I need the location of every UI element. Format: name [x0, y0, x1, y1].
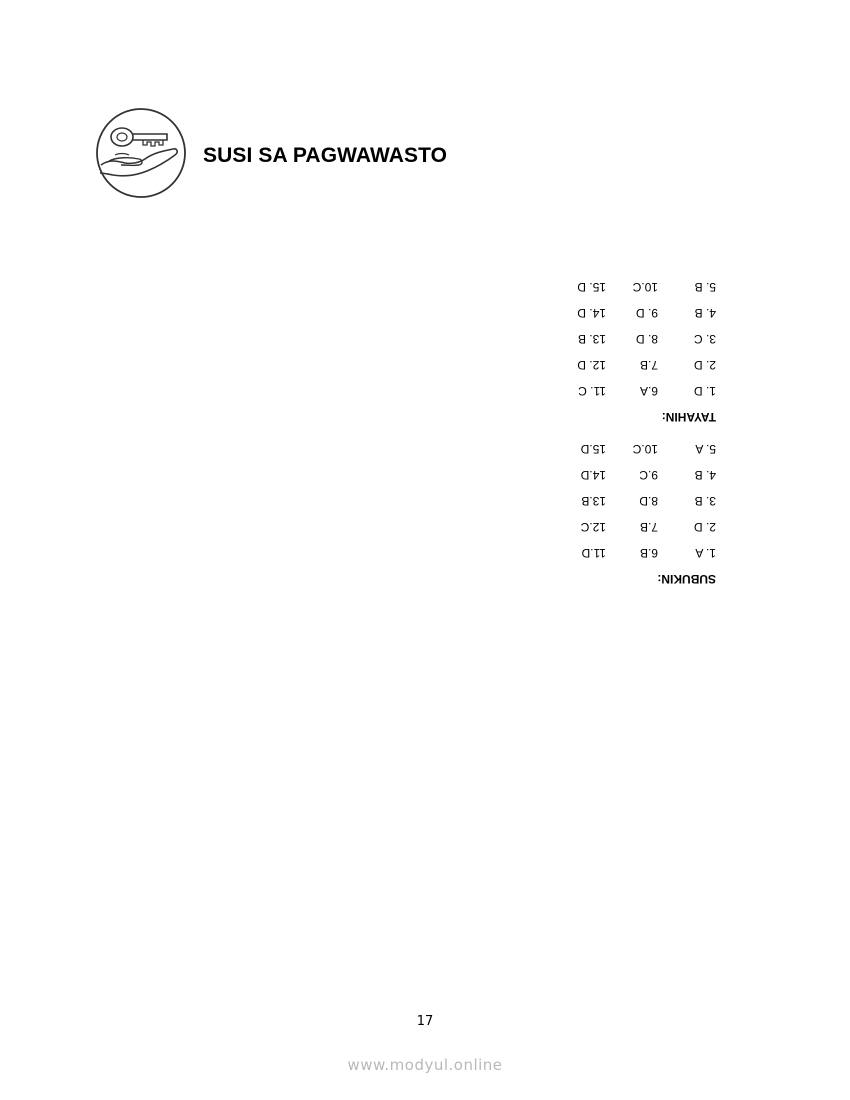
answer-cell: 5. B: [694, 280, 716, 294]
answer-cell: 7.B: [639, 358, 658, 372]
answer-cell: 8. D: [635, 332, 658, 346]
section-title: TAYAHIN:: [661, 410, 716, 424]
answer-cell: 9.C: [639, 468, 658, 482]
answer-row: [570, 436, 730, 462]
answer-cell: 3. C: [693, 332, 716, 346]
answer-cell: 1. D: [693, 384, 716, 398]
answer-cell: 11.D: [581, 546, 606, 560]
answer-section-subukin: [570, 436, 730, 592]
answer-row: [570, 462, 730, 488]
answer-row: [570, 326, 730, 352]
answer-cell: 12.C: [580, 520, 606, 534]
answer-cell: 6.A: [639, 384, 658, 398]
watermark: www.modyul.online: [347, 1056, 503, 1074]
answer-row: [570, 352, 730, 378]
section-title: SUBUKIN:: [657, 572, 716, 586]
answer-cell: 10.C: [632, 280, 658, 294]
answer-cell: 4. B: [694, 468, 716, 482]
answer-cell: 3. B: [694, 494, 716, 508]
answer-cell: 14. D: [577, 306, 606, 320]
answer-row: [570, 514, 730, 540]
page-title: SUSI SA PAGWAWASTO: [203, 144, 448, 167]
answer-cell: 13.B: [581, 494, 606, 508]
answer-cell: 5. A: [695, 442, 716, 456]
answer-cell: 8.D: [639, 494, 658, 508]
answer-cell: 6.B: [639, 546, 658, 560]
answer-cell: 2. D: [693, 520, 716, 534]
page-number: 17: [416, 1014, 434, 1029]
answer-cell: 10.C: [632, 442, 658, 456]
answer-section-tayahin: [570, 274, 730, 430]
answer-cell: 13. B: [577, 332, 606, 346]
answer-key: [570, 272, 730, 592]
key-in-hand-icon: [95, 107, 187, 199]
answer-row: [570, 540, 730, 566]
answer-row: [570, 300, 730, 326]
answer-cell: 4. B: [694, 306, 716, 320]
answer-row: [570, 274, 730, 300]
answer-row: [570, 378, 730, 404]
answer-cell: 1. A: [695, 546, 716, 560]
answer-cell: 15. D: [577, 280, 606, 294]
answer-row: [570, 488, 730, 514]
answer-cell: 7.B: [639, 520, 658, 534]
answer-cell: 2. D: [693, 358, 716, 372]
answer-cell: 11. C: [578, 384, 606, 398]
answer-cell: 14.D: [580, 468, 606, 482]
answer-cell: 12. D: [577, 358, 606, 372]
answer-cell: 15.D: [580, 442, 606, 456]
answer-cell: 9. D: [635, 306, 658, 320]
